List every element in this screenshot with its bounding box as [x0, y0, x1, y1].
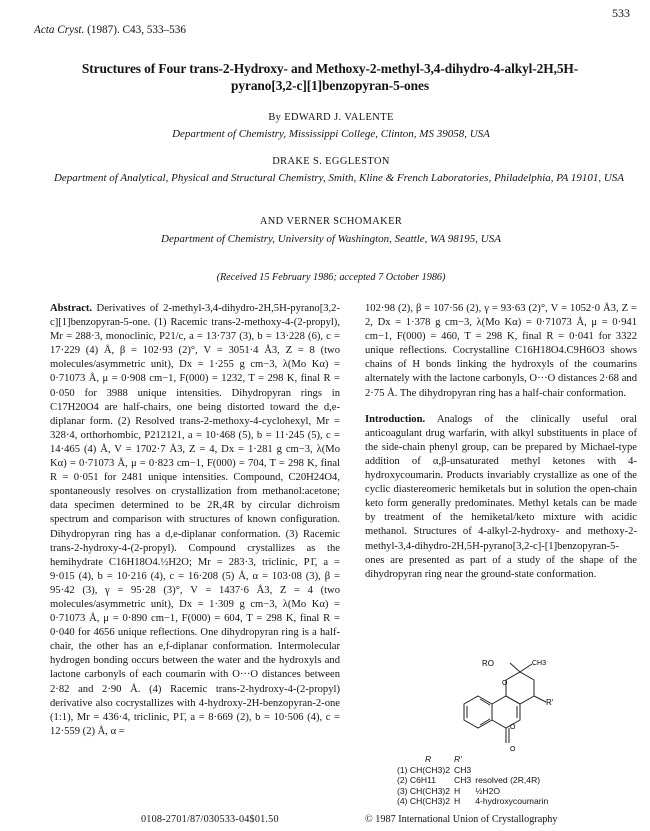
abstract-left-column — [50, 302, 340, 802]
dihydropyran-ring — [506, 672, 534, 704]
page-number: 533 — [612, 6, 630, 20]
legend-row — [397, 786, 552, 797]
legend-r-prime: H — [454, 785, 461, 796]
methyl-label: CH3 — [532, 660, 547, 667]
legend-r-prime: CH3 — [454, 775, 472, 786]
legend-header-r-prime: R' — [454, 754, 462, 764]
pyranone-ring — [492, 696, 520, 728]
lactone-oxygen-label: O — [510, 724, 516, 731]
title-line-1: Structures of Four trans-2-Hydroxy- and Methoxy-2-methyl-3,4-dihydro-4-alkyl-2H,5H- — [81, 61, 579, 76]
benzene-ring — [464, 696, 492, 728]
author-2: DRAKE S. EGGLESTON — [272, 156, 390, 167]
legend-r-prime: CH3 — [454, 764, 472, 775]
legend-r: (3) CH(CH3)2 — [397, 785, 450, 796]
introduction-text: Analogs of the clinically useful oral anticoagulant drug warfarin, with alkyl substituents in place of the side-chain phenyl group, can be prepared by Michael-type addition of α,β-unsaturated methyl ketones with 4-hydroxycoumarin. Products invariably crystallize as one of the cyclic diastereomeric hemiketals but in solution the open-chain keto form generally predominates. Methyl ketals can be made by treatment of the hemiketal/keto mixture with acidic methanol. Structures of 4-alkyl-2-hydroxy- and methoxy-2-methyl-3,4-dihydro-2H,5H-pyrano[3,2-c]-[1]benzopyran-5-ones are presented as part of a study of the shape of the dihydropyran ring near the ground-state conformation. — [365, 413, 637, 580]
ring-oxygen-label: O — [502, 680, 508, 687]
abstract-continued: 102·98 (2), β = 107·56 (2), γ = 93·63 (2)°, V = 1052·0 Å3, Z = 2, Dx = 1·378 g cm−3, λ(Mo Kα) = 0·71073 Å, μ = 0·941 cm−1, F(000) = 460, T = 298 K, final R = 0·041 for 3322 unique reflections. Cocrystalline C16H18O4.C9H6O3 shows chains of H bonds linking the hydroxyls of the coumarins alternately with the lactone carbonyls, O···O distances 2·68 and 2·75 Å. The dihydropyran ring has a half-chair conformation. — [365, 303, 637, 399]
journal-volume: (1987). C43, 533–536 — [84, 24, 186, 36]
legend-row — [397, 775, 552, 786]
molecule-skeleton — [464, 663, 546, 743]
received-dates: (Received 15 February 1986; accepted 7 October 1986) — [216, 272, 446, 283]
affiliation-3: Department of Chemistry, University of Washington, Seattle, WA 98195, USA — [161, 233, 501, 245]
legend-r-prime: H — [454, 796, 461, 807]
legend-row — [397, 765, 552, 776]
abstract-heading: Abstract. — [50, 303, 93, 314]
legend-r: (2) C6H11 — [397, 775, 437, 786]
introduction — [365, 413, 637, 582]
legend-header — [397, 754, 552, 765]
ro-label: RO — [482, 659, 494, 668]
abstract-text: Derivatives of 2-methyl-3,4-dihydro-2H,5H-pyrano[3,2-c][1]benzopyran-5-one. (1) Racemic trans-2-methoxy-4-(2-propyl), Mr = 288·3, monoclinic, P21/c, a = 13·737 (3), b = 13·228 (6), c = 17·229 (4) Å, β = 102·93 (2)°, V = 3051·4 Å3, Z = 8 (two molecules/asymmetric unit), Dx = 1·255 g cm−3, λ(Mo Kα) = 0·71073 Å, μ = 0·908 cm−1, F(000) = 1232, T = 298 K, final R = 0·050 for 3988 unique intensities. Dihydropyran rings in C17H20O4 are half-chairs, one being distorted toward the d,e-diplanar form. (2) Resolved trans-2-methoxy-4-cyclohexyl, Mr = 328·4, orthorhombic, P212121, a = 10·468 (5), b = 11·245 (5), c = 14·465 (4) Å, V = 1702·7 Å3, Z = 4, Dx = 1·281 g cm−3, λ(Mo Kα) = 0·71073 Å, μ = 0·823 cm−1, F(000) = 704, T = 298 K, final R = 0·051 for 2481 unique intensities. Compound, C20H24O4, spontaneously resolves on crystallization from methanol:acetone; data specimen determined to be 2R,4R by circular dichroism spectrum and comparison with structures of known configuration. Dihydropyran ring has a d,e-diplanar conformation. (3) Racemic trans-2-hydroxy-4-(2-propyl). Compound crystallizes as the hemihydrate C16H18O4.½H2O; Mr = 283·3, triclinic, P1̄, a = 9·015 (4), b = 10·216 (4), c = 16·208 (5) Å, α = 103·08 (3), β = 95·42 (3), γ = 95·28 (3)°, V = 1437·6 Å3, Z = 4 (two molecules/asymmetric unit), Dx = 1·309 g cm−3, λ(Mo Kα) = 0·71073 Å, μ = 0·890 cm−1, F(000) = 604, T = 298 K, final R = 0·040 for 4656 unique reflections. One dihydropyran ring is a half-chair, the other has an e,f-diplanar conformation. Intermolecular hydrogen bonding occurs between the water and the hydroxyls and lactone carbonyls of each coumarin with O···O distances between 2·82 and 2·90 Å. (4) Racemic trans-2-hydroxy-4-(2-propyl) derivative also cocrystallizes with 4-hydroxy-2H-benzopyran-2-one (1:1), Mr = 436·4, triclinic, P1̄, a = 8·669 (2), b = 10·506 (4), c = 12·559 (2) Å, α = — [50, 303, 340, 737]
introduction-heading: Introduction. — [365, 413, 426, 425]
legend-r: (1) CH(CH3)2 — [397, 764, 450, 775]
right-column — [365, 302, 637, 582]
legend-r: (4) CH(CH3)2 — [397, 796, 450, 807]
legend-note: resolved (2R,4R) — [475, 775, 541, 786]
article-code: 0108-2701/87/030533-04$01.50 — [141, 814, 279, 825]
affiliation-1: Department of Chemistry, Mississippi College, Clinton, MS 39058, USA — [172, 128, 490, 140]
affiliation-2: Department of Analytical, Physical and Structural Chemistry, Smith, Kline & French Laboratories, Philadelphia, PA 19101, USA — [53, 172, 625, 184]
legend-note — [475, 765, 552, 776]
title-line-2: pyrano[3,2-c][1]benzopyran-5-ones — [231, 78, 429, 93]
legend-row — [397, 796, 552, 807]
carbonyl-oxygen-label: O — [510, 746, 516, 753]
journal-reference — [34, 24, 186, 36]
copyright: © 1987 International Union of Crystallography — [365, 814, 558, 825]
compound-legend — [397, 754, 552, 807]
author-1: By EDWARD J. VALENTE — [268, 112, 394, 123]
r-prime-label: R' — [546, 698, 554, 707]
legend-header-r: R — [425, 754, 432, 764]
legend-note: ½H2O — [475, 785, 501, 796]
legend-note: 4-hydroxycoumarin — [475, 796, 549, 807]
paper-title — [38, 60, 622, 94]
journal-name: Acta Cryst. — [34, 24, 85, 36]
chemical-structure-diagram — [450, 655, 580, 755]
author-3: AND VERNER SCHOMAKER — [259, 216, 403, 227]
